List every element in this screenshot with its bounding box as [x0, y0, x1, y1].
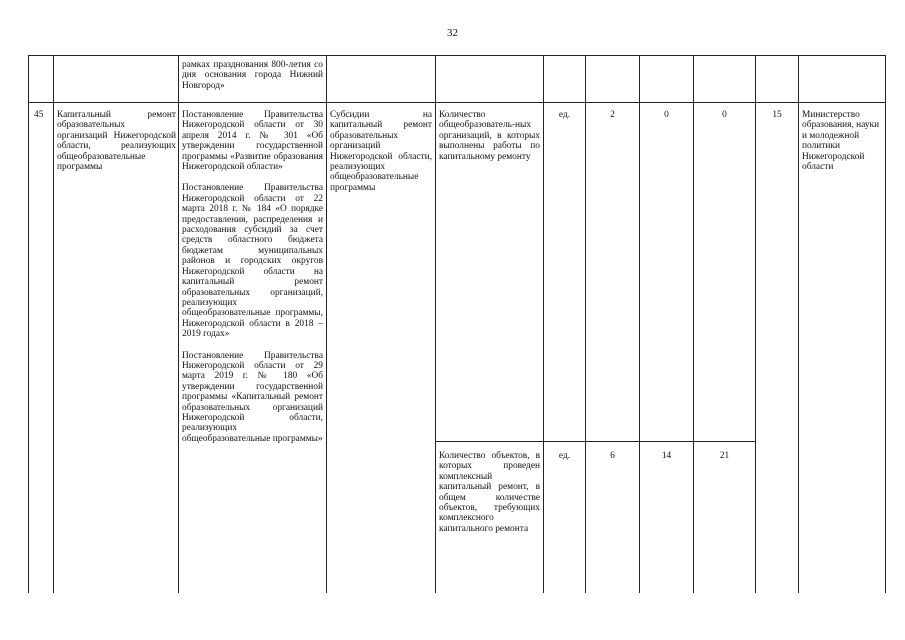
column-divider	[53, 55, 54, 593]
indicator-value: 0	[722, 110, 727, 120]
indicator-value: 0	[664, 110, 669, 120]
column-divider	[326, 55, 327, 593]
event-name: Капитальный ремонт образовательных организаций Нижегородской области, реализующих общеобразовательные программы	[57, 110, 176, 173]
column-divider	[693, 55, 694, 593]
indicator-value: 14	[661, 451, 672, 461]
table-top-border	[28, 55, 886, 56]
column-divider	[543, 55, 544, 593]
table-left-border	[28, 55, 29, 593]
column-divider	[178, 55, 179, 593]
indicator-unit: ед.	[558, 451, 571, 461]
legal-basis-paragraph: Постановление Правительства Нижегородской области от 29 марта 2019 г. № 180 «Об утверждении государственной программы «Капитальный ремонт образовательных организаций Нижегородской области, реализующих общеобразовательные программы»	[182, 350, 323, 444]
indicator-divider	[435, 441, 755, 442]
legal-basis	[182, 110, 323, 455]
indicator-value: 6	[610, 451, 615, 461]
executor: Министерство образования, науки и молодежной политики Нижегородской области	[802, 110, 880, 173]
legal-basis-paragraph: Постановление Правительства Нижегородской области от 30 апреля 2014 г. № 301 «Об утверждении государственной программы «Развитие образования Нижегородской области»	[182, 110, 323, 173]
continued-legal-basis: рамках празднования 800-летия со дня основания города Нижний Новгород»	[182, 60, 323, 91]
support-form: Субсидии на капитальный ремонт образовательных организаций Нижегородской области, реализующих общеобразовательные программы	[330, 110, 432, 193]
column-divider	[435, 55, 436, 593]
indicator-name: Количество объектов, в которых проведен комплексный капитальный ремонт, в общем количестве объектов, требующих комплексного капитального ремонта	[439, 451, 540, 534]
column-divider	[755, 55, 756, 593]
column-divider	[639, 55, 640, 593]
column-divider	[585, 55, 586, 593]
indicator-unit: ед.	[558, 110, 571, 120]
table-right-border	[885, 55, 886, 593]
column-divider	[798, 55, 799, 593]
indicator-value: 21	[719, 451, 730, 461]
indicator-name: Количество общеобразователь-ных организаций, в которых выполнены работы по капитальному ремонту	[439, 110, 540, 162]
extra-value: 15	[772, 110, 782, 120]
row-number: 45	[34, 110, 44, 120]
indicator-value: 2	[610, 110, 615, 120]
page-number: 32	[447, 27, 458, 39]
row-divider	[28, 102, 886, 103]
legal-basis-paragraph: Постановление Правительства Нижегородской области от 22 марта 2018 г. № 184 «О порядке предоставления, распределения и расходования субсидий за счет средств областного бюджета бюджетам муниципальных районов и городских округов Нижегородской области на капитальный ремонт образовательных организаций, реализующих общеобразовательные программы, Нижегородской области в 2018 – 2019 годах»	[182, 183, 323, 340]
